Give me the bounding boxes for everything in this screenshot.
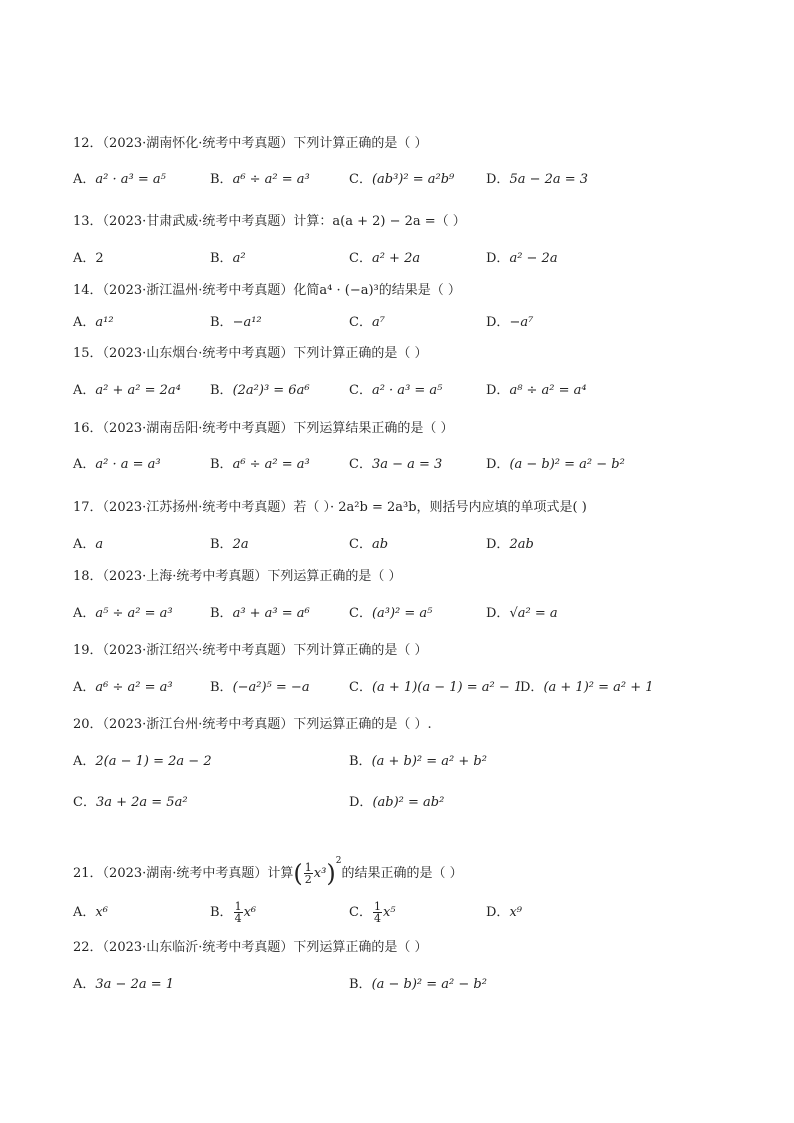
question-21-stem: 21．（2023·湖南·统考中考真题）计算( $\frac{1}{2}$ x³)$^2$的结果正确的是（ ） [73, 856, 463, 888]
option-d: D．x⁹ [486, 905, 522, 920]
option-a: A．2 [73, 251, 104, 266]
option-c: C．3a − a = 3 [349, 457, 443, 472]
option-a: A．a² · a³ = a⁵ [73, 172, 166, 187]
option-b: B．2a [210, 537, 249, 552]
option-b: B．−a¹² [210, 315, 262, 330]
question-14-stem: 14．（2023·浙江温州·统考中考真题）化简a⁴ · (−a)³的结果是（ ） [73, 283, 461, 298]
question-18-stem: 18．（2023·上海·统考中考真题）下列运算正确的是（ ） [73, 569, 402, 584]
option-d: D．a⁸ ÷ a² = a⁴ [486, 383, 587, 398]
option-c: C．ab [349, 537, 389, 552]
question-22-stem: 22．（2023·山东临沂·统考中考真题）下列运算正确的是（ ） [73, 940, 428, 955]
option-a: A．x⁶ [73, 905, 108, 920]
option-c: C．a⁷ [349, 315, 385, 330]
option-a: A．a¹² [73, 315, 114, 330]
option-c: C．a² · a³ = a⁵ [349, 383, 443, 398]
option-b: B．a³ + a³ = a⁶ [210, 606, 310, 621]
question-20-stem: 20．（2023·浙江台州·统考中考真题）下列运算正确的是（ ）. [73, 717, 432, 732]
option-d: D．(a + 1)² = a² + 1 [520, 680, 654, 695]
option-b: B． $\frac{1}{4}$ x⁶ [210, 900, 257, 925]
option-b: B．(2a²)³ = 6a⁶ [210, 383, 310, 398]
option-c: C． $\frac{1}{4}$ x⁵ [349, 900, 396, 925]
option-a: A．2(a − 1) = 2a − 2 [73, 754, 212, 769]
option-b: B．a⁶ ÷ a² = a³ [210, 457, 310, 472]
option-b: B．(a + b)² = a² + b² [349, 754, 487, 769]
question-17-stem: 17．（2023·江苏扬州·统考中考真题）若（ ）· 2a²b = 2a³b，则括号内应填的单项式是( ) [73, 500, 587, 515]
option-d: D．√a² = a [486, 606, 558, 621]
option-b: B．(a − b)² = a² − b² [349, 977, 487, 992]
option-d: D．2ab [486, 537, 534, 552]
question-15-stem: 15．（2023·山东烟台·统考中考真题）下列计算正确的是（ ） [73, 346, 428, 361]
question-12-stem: 12．（2023·湖南怀化·统考中考真题）下列计算正确的是（ ） [73, 136, 428, 151]
option-b: B．(−a²)⁵ = −a [210, 680, 310, 695]
option-d: D．−a⁷ [486, 315, 534, 330]
option-d: D．(ab)² = ab² [349, 795, 445, 810]
option-d: D．(a − b)² = a² − b² [486, 457, 625, 472]
question-19-stem: 19．（2023·浙江绍兴·统考中考真题）下列计算正确的是（ ） [73, 643, 428, 658]
option-d: D．5a − 2a = 3 [486, 172, 589, 187]
option-b: B．a⁶ ÷ a² = a³ [210, 172, 310, 187]
option-a: A．3a − 2a = 1 [73, 977, 175, 992]
option-a: A．a² + a² = 2a⁴ [73, 383, 181, 398]
stem-fraction: $\frac{1}{2}$ [304, 861, 312, 886]
option-c: C．3a + 2a = 5a² [73, 795, 188, 810]
option-b: B．a² [210, 251, 246, 266]
question-16-stem: 16．（2023·湖南岳阳·统考中考真题）下列运算结果正确的是（ ） [73, 421, 454, 436]
option-c: C．(a + 1)(a − 1) = a² − 1 [349, 680, 523, 695]
option-c: C．(ab³)² = a²b⁹ [349, 172, 455, 187]
option-c: C．a² + 2a [349, 251, 421, 266]
option-d: D．a² − 2a [486, 251, 558, 266]
option-a: A．a [73, 537, 104, 552]
option-a: A．a⁶ ÷ a² = a³ [73, 680, 173, 695]
option-c: C．(a³)² = a⁵ [349, 606, 433, 621]
question-13-stem: 13．（2023·甘肃武威·统考中考真题）计算：a(a + 2) − 2a =（ ） [73, 214, 466, 229]
option-a: A．a⁵ ÷ a² = a³ [73, 606, 173, 621]
option-a: A．a² · a = a³ [73, 457, 161, 472]
